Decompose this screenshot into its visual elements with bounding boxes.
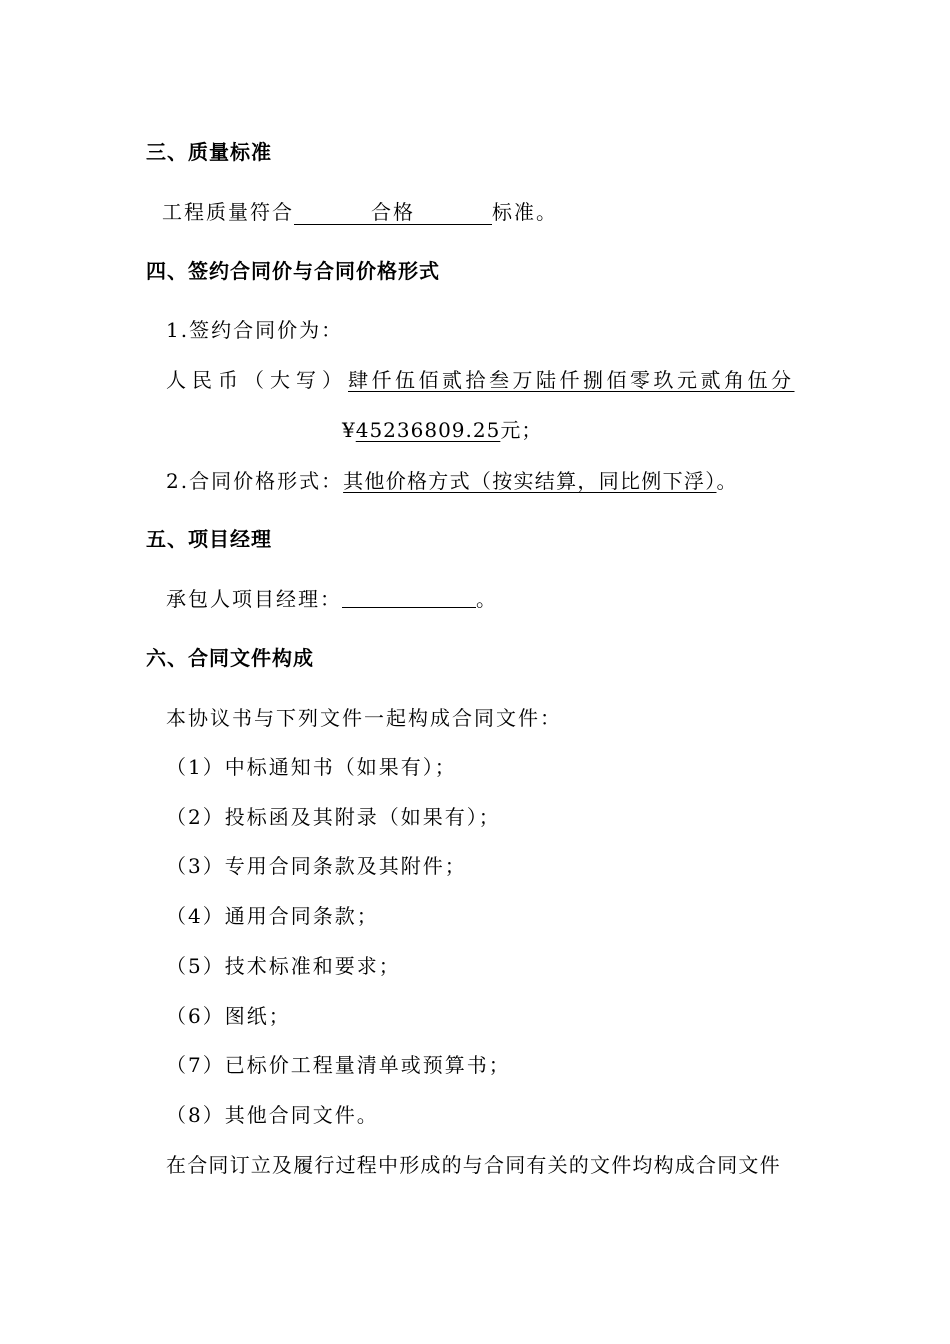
quality-value: 合格 [294, 200, 492, 225]
document-item: （1）中标通知书（如果有）； [166, 755, 457, 779]
rmb-words: 肆仟伍佰贰拾叁万陆仟捌佰零玖元贰角伍分 [348, 368, 795, 392]
price-item2-label: 2.合同价格形式： [166, 469, 344, 493]
document-item: （5）技术标准和要求； [166, 954, 401, 978]
quality-prefix: 工程质量符合 [162, 200, 294, 224]
contract-amount: 45236809.25 [355, 418, 501, 442]
document-item: （6）图纸； [166, 1004, 291, 1028]
rmb-label: 人民币（大写） [166, 368, 348, 392]
section-heading-price: 四、签约合同价与合同价格形式 [146, 259, 440, 283]
manager-end: 。 [476, 587, 498, 611]
quality-suffix: 标准。 [492, 200, 558, 224]
yen-symbol: ¥ [342, 418, 356, 442]
price-item2-end: 。 [716, 469, 739, 493]
manager-line [166, 587, 498, 611]
section-heading-documents: 六、合同文件构成 [146, 646, 314, 670]
document-item: （7）已标价工程量清单或预算书； [166, 1053, 511, 1077]
document-item: （4）通用合同条款； [166, 904, 379, 928]
price-form-value: 其他价格方式（按实结算，同比例下浮） [343, 469, 717, 493]
price-item2 [166, 469, 739, 493]
section-heading-quality: 三、质量标准 [146, 140, 272, 164]
amount-unit: 元； [500, 418, 543, 442]
quality-statement [162, 200, 558, 225]
documents-intro: 本协议书与下列文件一起构成合同文件： [166, 706, 562, 730]
rmb-line [166, 368, 795, 392]
document-item: （3）专用合同条款及其附件； [166, 854, 467, 878]
document-item: （2）投标函及其附录（如果有）； [166, 805, 501, 829]
document-item: （8）其他合同文件。 [166, 1103, 379, 1127]
price-item1-label: 1.签约合同价为： [166, 318, 344, 342]
manager-label: 承包人项目经理： [166, 587, 342, 611]
amount-line [342, 418, 542, 442]
section-heading-manager: 五、项目经理 [146, 527, 272, 551]
documents-closing: 在合同订立及履行过程中形成的与合同有关的文件均构成合同文件 [166, 1153, 781, 1177]
manager-blank [342, 587, 476, 608]
